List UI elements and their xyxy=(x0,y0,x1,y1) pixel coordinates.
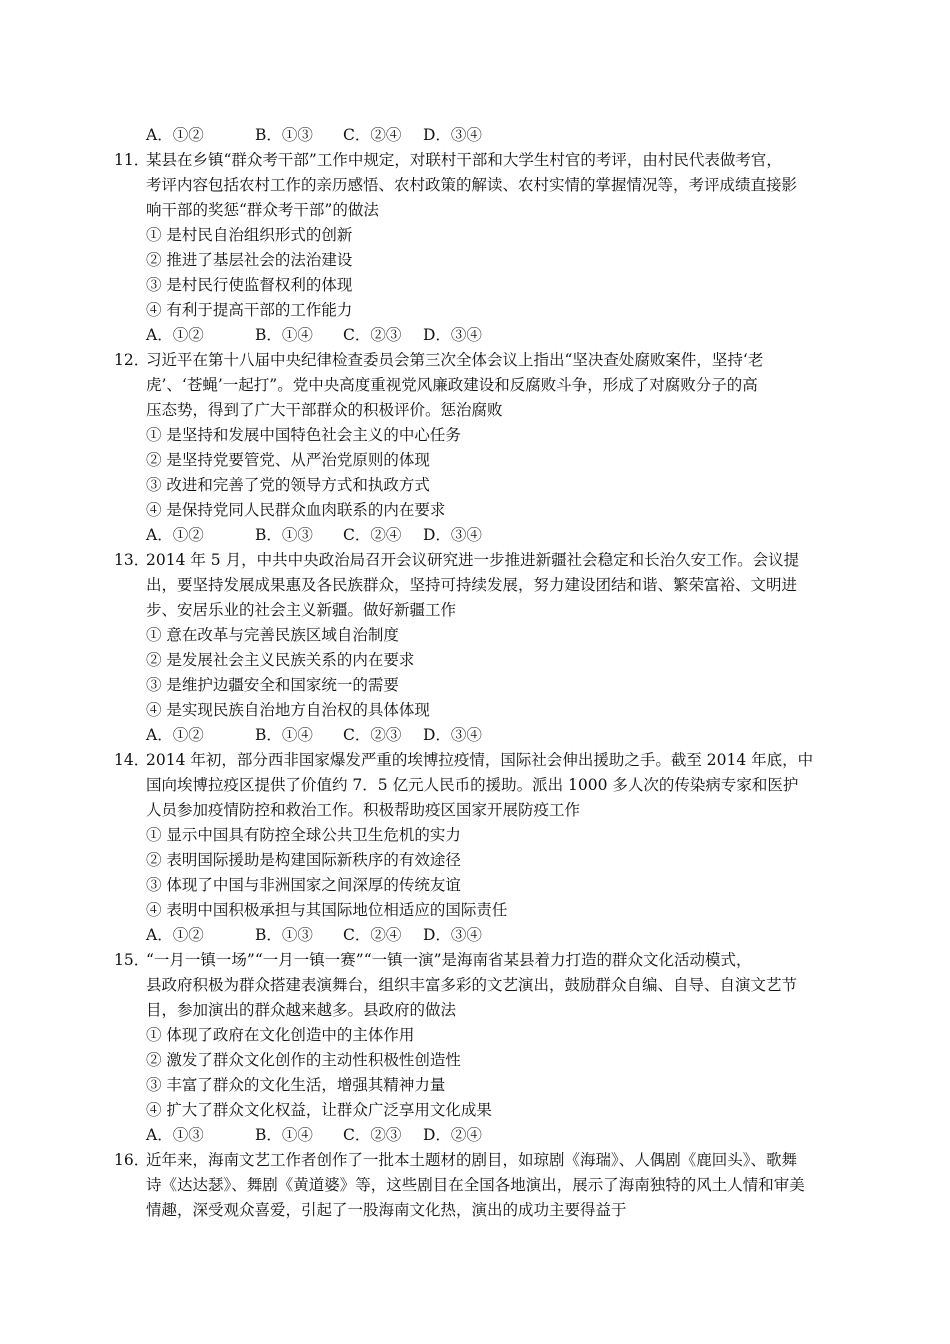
option-d: D．③④ xyxy=(423,926,482,944)
option-c: C．②③ xyxy=(343,1126,402,1144)
options-row xyxy=(146,523,482,548)
question-number: 16． xyxy=(114,1151,150,1169)
statement-item: ③ 体现了中国与非洲国家之间深厚的传统友谊 xyxy=(146,876,461,894)
question-number: 13． xyxy=(114,551,150,569)
statement-item: ② 是坚持党要管党、从严治党原则的体现 xyxy=(146,451,430,469)
question-number: 12． xyxy=(114,351,150,369)
statement-item: ④ 有利于提高干部的工作能力 xyxy=(146,301,353,319)
question-stem: 习近平在第十八届中央纪律检查委员会第三次全体会议上指出“坚决查处腐败案件，坚持‘老 xyxy=(146,351,764,369)
question-stem: 2014 年初，部分西非国家爆发严重的埃博拉疫情，国际社会伸出援助之手。截至 2014 年底，中 xyxy=(146,751,814,769)
question-stem: 响干部的奖惩“群众考干部”的做法 xyxy=(146,201,379,219)
option-a: A．①② xyxy=(146,326,204,344)
options-row xyxy=(146,323,482,348)
statement-item: ③ 改进和完善了党的领导方式和执政方式 xyxy=(146,476,430,494)
statement-item: ① 显示中国具有防控全球公共卫生危机的实力 xyxy=(146,826,461,844)
option-b: B．①④ xyxy=(255,1126,313,1144)
option-b: B．①④ xyxy=(255,726,313,744)
option-a: A．①② xyxy=(146,126,204,144)
statement-item: ④ 扩大了群众文化权益，让群众广泛享用文化成果 xyxy=(146,1101,492,1119)
option-d: D．③④ xyxy=(423,126,482,144)
options-row xyxy=(146,723,482,748)
statement-item: ② 表明国际援助是构建国际新秩序的有效途径 xyxy=(146,851,461,869)
question-stem: 情趣，深受观众喜爱，引起了一股海南文化热，演出的成功主要得益于 xyxy=(146,1201,627,1219)
statement-item: ① 是坚持和发展中国特色社会主义的中心任务 xyxy=(146,426,461,444)
question-stem: 国向埃博拉疫区提供了价值约 7．5 亿元人民币的援助。派出 1000 多人次的传染病专家和医护 xyxy=(146,776,799,794)
statement-item: ④ 表明中国积极承担与其国际地位相适应的国际责任 xyxy=(146,901,508,919)
question-stem: 考评内容包括农村工作的亲历感悟、农村政策的解读、农村实情的掌握情况等，考评成绩直接影 xyxy=(146,176,798,194)
question-stem: 诗《达达瑟》、舞剧《黄道婆》等，这些剧目在全国各地演出，展示了海南独特的风土人情和审美 xyxy=(146,1176,805,1194)
option-a: A．①③ xyxy=(146,1126,204,1144)
question-stem: “一月一镇一场”“一月一镇一赛”“一镇一演”是海南省某县着力打造的群众文化活动模式， xyxy=(146,951,752,969)
options-row xyxy=(146,1123,482,1148)
option-d: D．③④ xyxy=(423,526,482,544)
statement-item: ② 是发展社会主义民族关系的内在要求 xyxy=(146,651,415,669)
option-a: A．①② xyxy=(146,526,204,544)
option-d: D．③④ xyxy=(423,726,482,744)
statement-item: ① 是村民自治组织形式的创新 xyxy=(146,226,353,244)
question-stem: 压态势，得到了广大干部群众的积极评价。惩治腐败 xyxy=(146,401,503,419)
option-c: C．②④ xyxy=(343,126,402,144)
statement-item: ① 体现了政府在文化创造中的主体作用 xyxy=(146,1026,415,1044)
question-stem: 某县在乡镇“群众考干部”工作中规定，对联村干部和大学生村官的考评，由村民代表做考官， xyxy=(146,151,782,169)
statement-item: ③ 是维护边疆安全和国家统一的需要 xyxy=(146,676,399,694)
statement-item: ② 激发了群众文化创作的主动性积极性创造性 xyxy=(146,1051,461,1069)
option-b: B．①③ xyxy=(255,526,313,544)
option-b: B．①③ xyxy=(255,926,313,944)
statement-item: ④ 是实现民族自治地方自治权的具体体现 xyxy=(146,701,430,719)
option-d: D．②④ xyxy=(423,1126,482,1144)
option-c: C．②④ xyxy=(343,526,402,544)
question-stem: 人员参加疫情防控和救治工作。积极帮助疫区国家开展防疫工作 xyxy=(146,801,581,819)
question-stem: 虎’、‘苍蝇’一起打”。党中央高度重视党风廉政建设和反腐败斗争，形成了对腐败分子的高 xyxy=(146,376,758,394)
option-c: C．②④ xyxy=(343,926,402,944)
question-stem: 步、安居乐业的社会主义新疆。做好新疆工作 xyxy=(146,601,457,619)
option-a: A．①② xyxy=(146,726,204,744)
option-b: B．①④ xyxy=(255,326,313,344)
option-d: D．③④ xyxy=(423,326,482,344)
question-number: 15． xyxy=(114,951,150,969)
statement-item: ④ 是保持党同人民群众血肉联系的内在要求 xyxy=(146,501,446,519)
options-row xyxy=(146,923,482,948)
option-b: B．①③ xyxy=(255,126,313,144)
option-c: C．②③ xyxy=(343,326,402,344)
statement-item: ① 意在改革与完善民族区域自治制度 xyxy=(146,626,399,644)
question-stem: 目，参加演出的群众越来越多。县政府的做法 xyxy=(146,1001,457,1019)
option-c: C．②③ xyxy=(343,726,402,744)
options-row xyxy=(146,123,482,148)
statement-item: ③ 是村民行使监督权利的体现 xyxy=(146,276,353,294)
statement-item: ③ 丰富了群众的文化生活，增强其精神力量 xyxy=(146,1076,446,1094)
question-number: 14． xyxy=(114,751,150,769)
question-stem: 县政府积极为群众搭建表演舞台，组织丰富多彩的文艺演出，鼓励群众自编、自导、自演文艺节 xyxy=(146,976,798,994)
option-a: A．①② xyxy=(146,926,204,944)
statement-item: ② 推进了基层社会的法治建设 xyxy=(146,251,353,269)
question-stem: 近年来，海南文艺工作者创作了一批本土题材的剧目，如琼剧《海瑞》、人偶剧《鹿回头》、歌舞 xyxy=(146,1151,798,1169)
question-stem: 出，要坚持发展成果惠及各民族群众，坚持可持续发展，努力建设团结和谐、繁荣富裕、文明进 xyxy=(146,576,798,594)
question-number: 11． xyxy=(114,151,150,169)
question-stem: 2014 年 5 月，中共中央政治局召开会议研究进一步推进新疆社会稳定和长治久安工作。会议提 xyxy=(146,551,800,569)
